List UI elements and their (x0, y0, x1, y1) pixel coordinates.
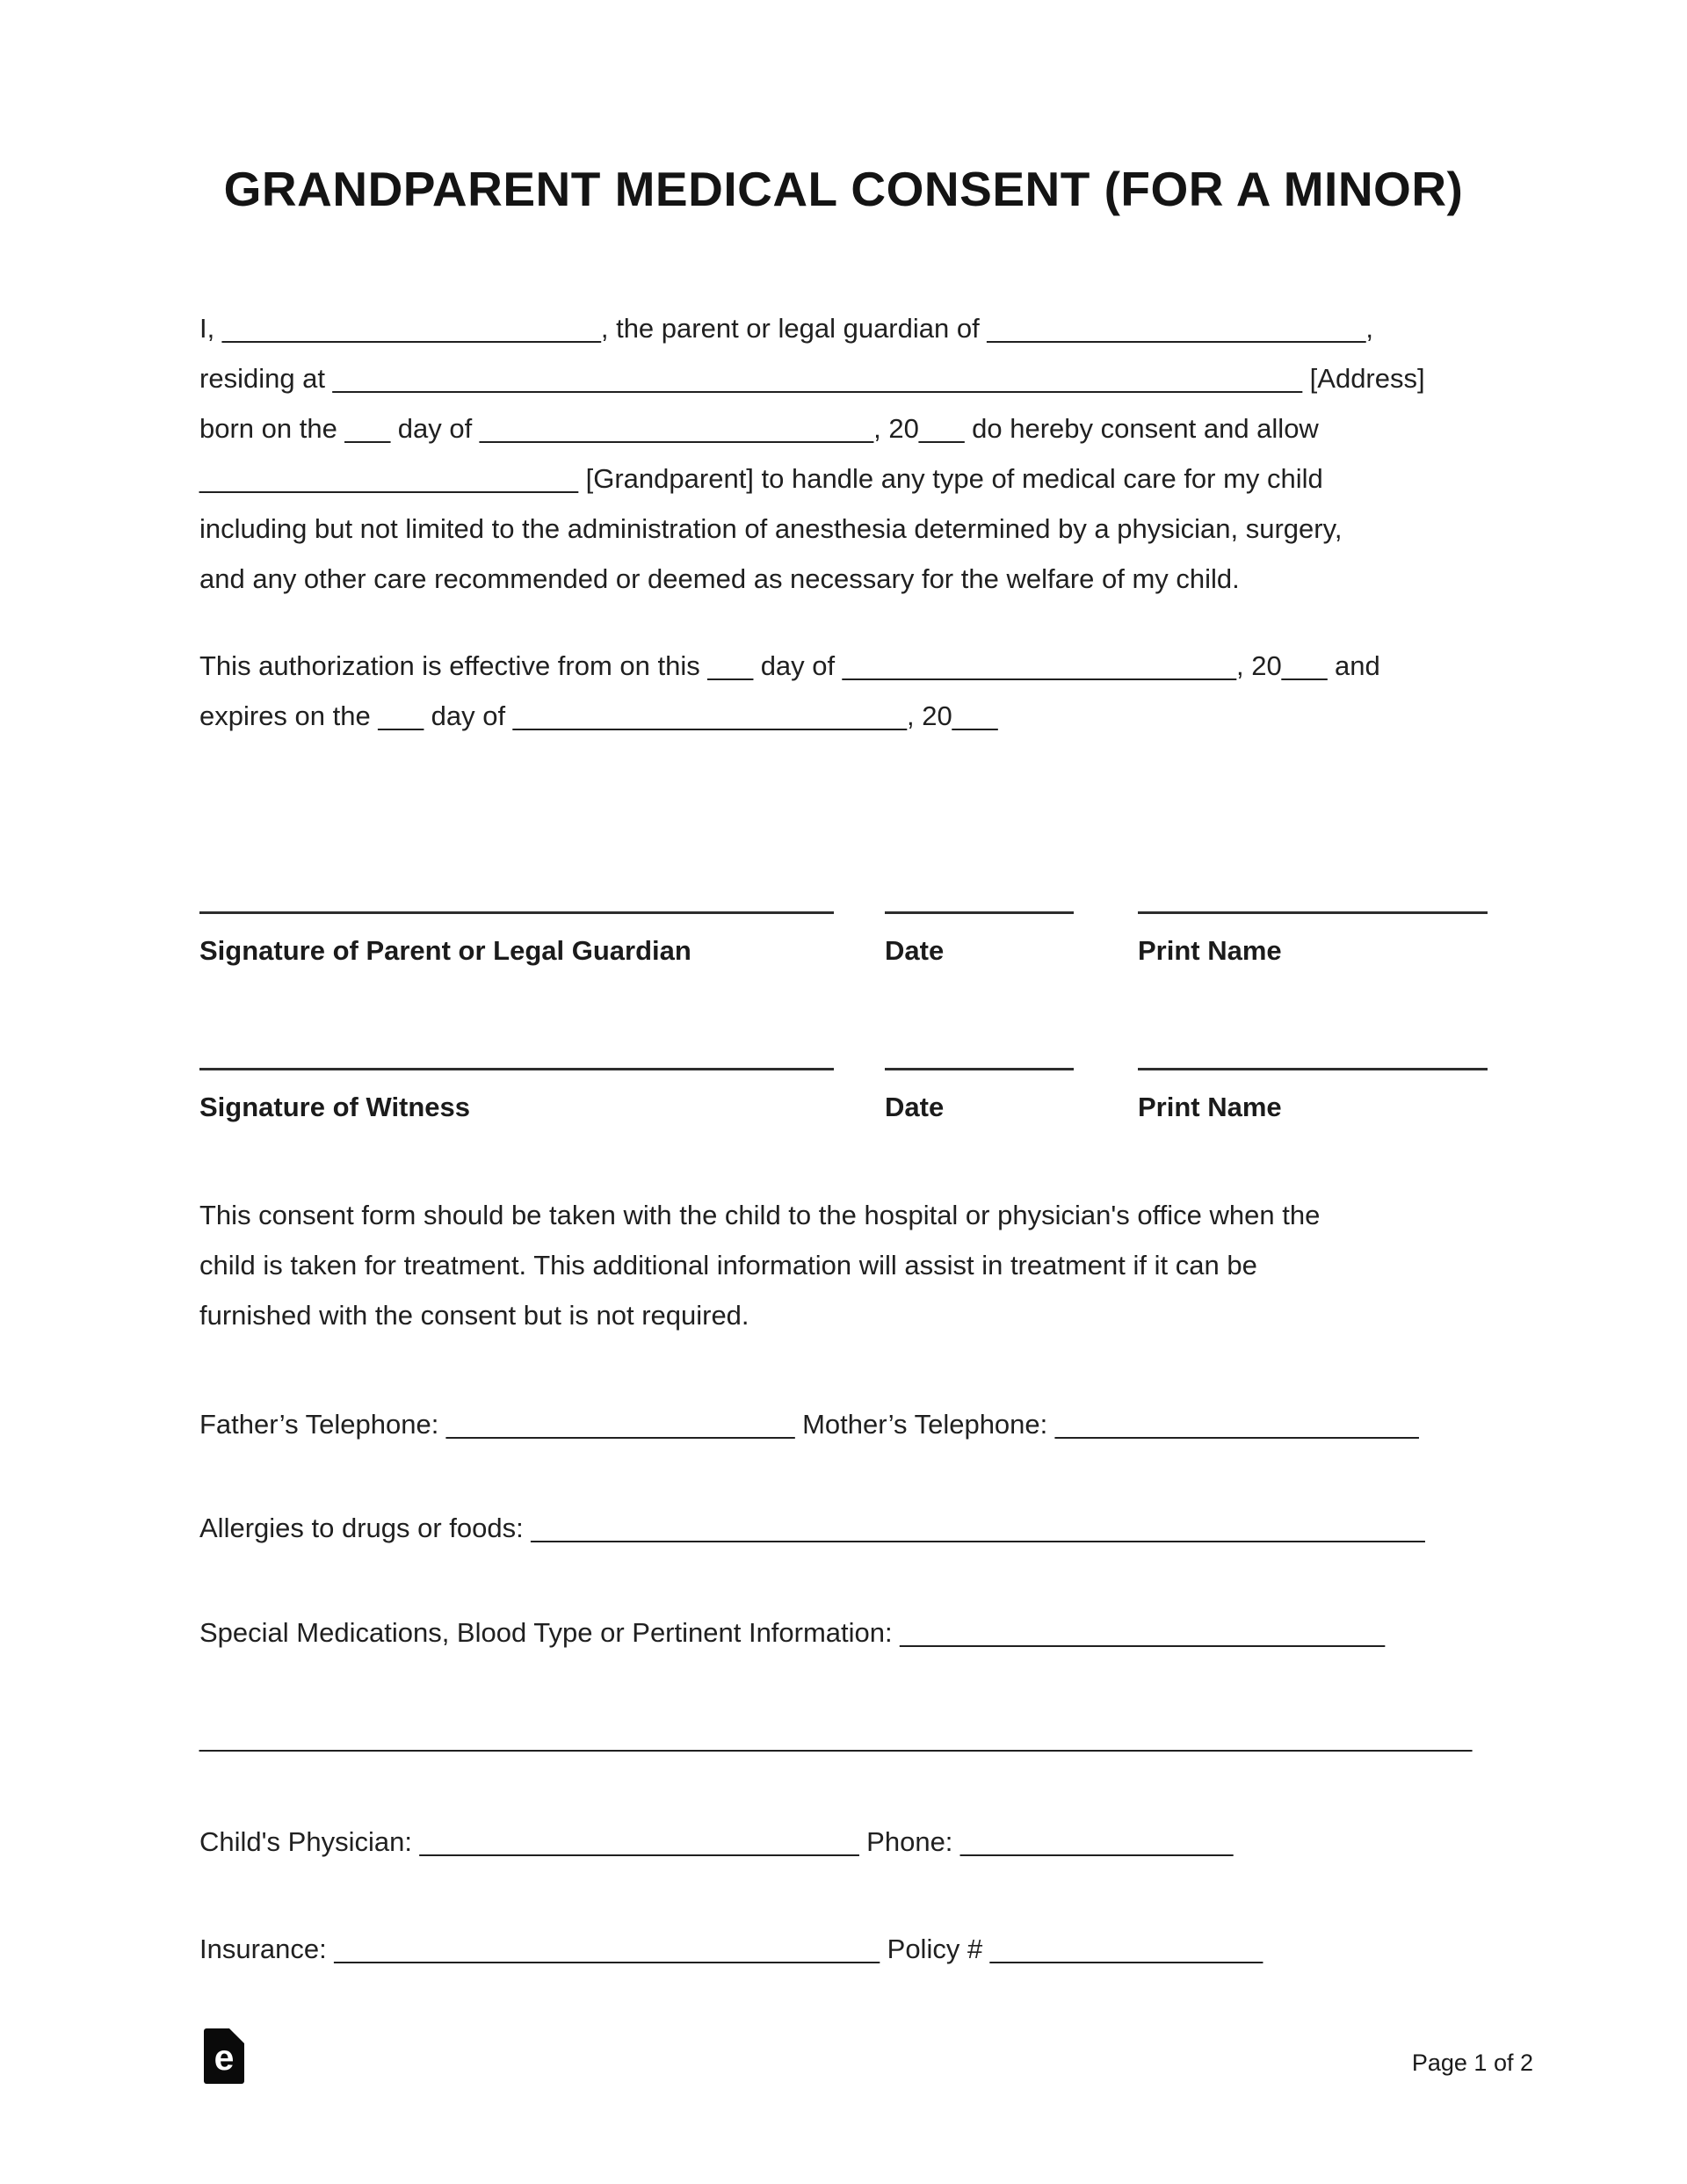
special-medications-line: Special Medications, Blood Type or Pertinent Information: ________________________________ (199, 1617, 1385, 1648)
paragraph-line: residing at ________________________________________________________________ [Address] (199, 363, 1425, 394)
logo-letter: e (214, 2037, 235, 2078)
date-label: Date (885, 935, 945, 966)
print-name-label: Print Name (1138, 1092, 1282, 1122)
paragraph-line: and any other care recommended or deemed as necessary for the welfare of my child. (199, 563, 1240, 594)
paragraph-line: _________________________ [Grandparent] to handle any type of medical care for my child (199, 463, 1323, 494)
paragraph-line: I, _________________________, the parent or legal guardian of _________________________, (199, 313, 1373, 344)
signature-label: Signature of Witness (199, 1092, 471, 1122)
date-line (885, 1068, 1074, 1070)
continuation-blank-line: ____________________________________________________________________________________ (199, 1722, 1473, 1752)
paragraph-line: This authorization is effective from on this ___ day of __________________________, 20___ and (199, 650, 1380, 681)
paragraph-line: furnished with the consent but is not required. (199, 1300, 749, 1331)
date-line (885, 911, 1074, 914)
eforms-logo (204, 2028, 244, 2084)
signature-column (199, 1068, 834, 1125)
page-title: GRANDPARENT MEDICAL CONSENT (FOR A MINOR) (223, 162, 1464, 216)
paragraph-line: born on the ___ day of __________________________, 20___ do hereby consent and allow (199, 413, 1319, 444)
date-column (885, 1068, 1074, 1125)
insurance-line: Insurance: ____________________________________ Policy # __________________ (199, 1934, 1263, 1964)
fathers-mothers-telephone-line: Father’s Telephone: _______________________ Mother’s Telephone: ________________________ (199, 1409, 1419, 1440)
childs-physician-line: Child's Physician: _____________________________ Phone: __________________ (199, 1826, 1234, 1857)
consent-paragraph (199, 303, 1488, 604)
paragraph-line: This consent form should be taken with the child to the hospital or physician's office when the (199, 1200, 1321, 1230)
authorization-paragraph (199, 641, 1488, 741)
info-paragraph (199, 1190, 1488, 1340)
witness-signature-row (199, 1068, 1488, 1125)
paragraph-line: expires on the ___ day of __________________________, 20___ (199, 700, 998, 731)
signature-line (199, 911, 834, 914)
paragraph-line: including but not limited to the administration of anesthesia determined by a physician, surgery, (199, 513, 1343, 544)
page-number: Page 1 of 2 (1411, 2050, 1533, 2076)
allergies-line: Allergies to drugs or foods: ___________________________________________________________ (199, 1513, 1425, 1543)
date-column (885, 911, 1074, 969)
print-name-line (1138, 1068, 1488, 1070)
paragraph-line: child is taken for treatment. This additional information will assist in treatment if it can be (199, 1250, 1257, 1281)
date-label: Date (885, 1092, 945, 1122)
signature-line (199, 1068, 834, 1070)
signature-label: Signature of Parent or Legal Guardian (199, 935, 691, 966)
signature-column (199, 911, 834, 969)
print-name-column (1138, 1068, 1488, 1125)
parent-signature-row (199, 911, 1488, 969)
print-name-label: Print Name (1138, 935, 1282, 966)
print-name-line (1138, 911, 1488, 914)
print-name-column (1138, 911, 1488, 969)
